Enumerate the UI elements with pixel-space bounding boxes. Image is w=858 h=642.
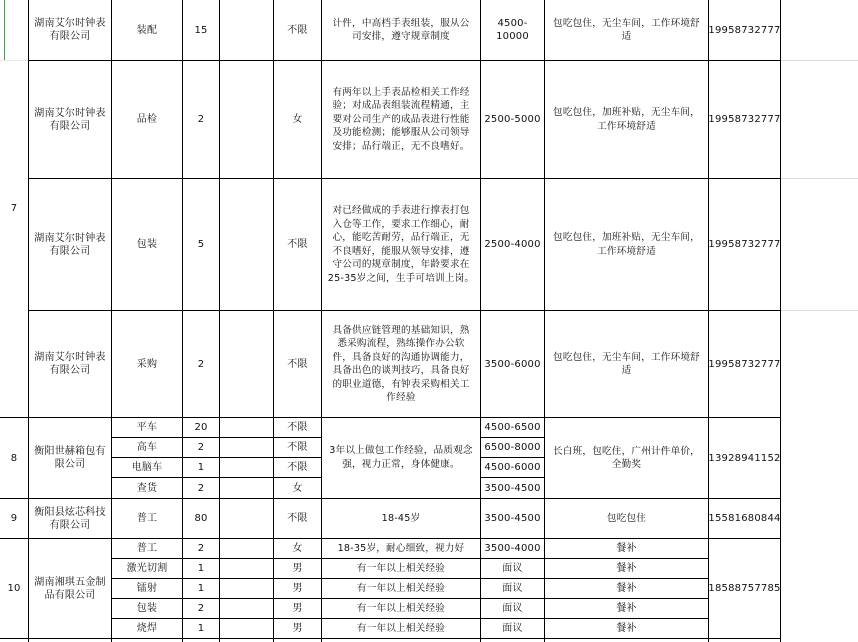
job-cell: 装配 xyxy=(136,24,158,36)
gender-cell: 女 xyxy=(292,543,303,554)
phone-cell: 19958732777 xyxy=(708,358,781,370)
gender-cell: 不限 xyxy=(287,24,308,36)
salary-cell: 面议 xyxy=(502,563,523,574)
gender-cell: 不限 xyxy=(287,239,308,250)
job-cell: 采购 xyxy=(136,358,158,370)
count-cell: 2 xyxy=(197,603,205,614)
salary-cell: 2500-4000 xyxy=(484,239,541,250)
gender-cell: 男 xyxy=(292,603,303,614)
row-index-cell: 7 xyxy=(10,203,18,214)
gender-cell: 男 xyxy=(292,583,303,594)
gender-cell: 不限 xyxy=(287,513,308,524)
benefit-cell: 包吃包住，无尘车间，工作环境舒 适 xyxy=(553,17,700,42)
count-cell: 1 xyxy=(197,462,205,473)
count-cell: 1 xyxy=(197,583,205,594)
job-cell: 包装 xyxy=(136,603,158,614)
count-cell: 2 xyxy=(197,114,205,125)
count-cell: 15 xyxy=(194,24,208,36)
phone-cell: 19958732777 xyxy=(708,114,781,125)
job-cell: 激光切割 xyxy=(126,563,168,574)
job-cell: 普工 xyxy=(136,543,158,554)
phone-cell: 19958732777 xyxy=(708,24,781,36)
phone-cell: 13928941152 xyxy=(708,452,781,464)
job-cell: 品检 xyxy=(136,114,158,125)
benefit-cell: 餐补 xyxy=(616,623,637,634)
job-cell: 普工 xyxy=(136,513,158,524)
requirement-cell: 有一年以上相关经验 xyxy=(356,602,446,614)
job-cell: 平车 xyxy=(136,422,158,433)
salary-cell: 3500-4500 xyxy=(484,482,541,494)
job-cell: 高车 xyxy=(136,442,158,453)
salary-cell: 4500-6500 xyxy=(484,422,541,433)
benefit-cell: 长白班，包吃住，广州计件单价， 全勤奖 xyxy=(553,445,700,470)
company-cell: 湖南艾尔时钟表 有限公司 xyxy=(34,232,106,257)
requirement-cell: 有两年以上手表品检相关工作经 验；对成品表组装流程精通，主 要对公司生产的成品表进行性能 及功能检测；能够服从公司领导 安排；品行端正，无不良嗜好。 xyxy=(332,86,470,152)
count-cell: 5 xyxy=(197,239,205,250)
requirement-cell: 18-45岁 xyxy=(381,512,421,524)
salary-cell: 3500-4500 xyxy=(484,513,541,524)
job-cell: 电脑车 xyxy=(131,462,163,473)
salary-cell: 4500-10000 xyxy=(496,18,529,42)
gender-cell: 不限 xyxy=(287,462,308,473)
gender-cell: 不限 xyxy=(287,422,308,433)
phone-cell: 18588757785 xyxy=(708,583,781,594)
gender-cell: 女 xyxy=(292,482,303,494)
gender-cell: 女 xyxy=(292,114,303,125)
gender-cell: 男 xyxy=(292,623,303,634)
gender-cell: 不限 xyxy=(287,358,308,370)
row-index-cell: 9 xyxy=(10,513,18,524)
requirement-cell: 具备供应链管理的基础知识，熟 悉采购流程，熟练操作办公软 件，具备良好的沟通协调能力， 具备出色的谈判技巧，具备良好 的职业道德，有钟表采购相关工 作经验 xyxy=(332,324,470,403)
count-cell: 1 xyxy=(197,623,205,634)
requirement-cell: 对已经做成的手表进行撑表打包 入仓等工作，要求工作细心，耐 心，能吃苦耐劳，品行端正，无 不良嗜好，能服从领导安排，遵 守公司的规章制度，年龄要求在 25-35岁之间，生手可培训上岗。 xyxy=(327,205,475,284)
count-cell: 2 xyxy=(197,358,205,370)
count-cell: 20 xyxy=(194,422,208,433)
job-cell: 包装 xyxy=(136,239,158,250)
company-cell: 湖南艾尔时钟表 有限公司 xyxy=(34,107,106,132)
salary-cell: 面议 xyxy=(502,623,523,634)
salary-cell: 4500-6000 xyxy=(484,462,541,473)
salary-cell: 2500-5000 xyxy=(484,114,541,125)
count-cell: 80 xyxy=(194,513,208,524)
requirement-cell: 有一年以上相关经验 xyxy=(356,582,446,594)
salary-cell: 面议 xyxy=(502,583,523,594)
count-cell: 2 xyxy=(197,543,205,554)
requirement-cell: 有一年以上相关经验 xyxy=(356,622,446,634)
salary-cell: 面议 xyxy=(502,603,523,614)
requirement-cell: 18-35岁，耐心细致，视力好 xyxy=(337,542,465,554)
benefit-cell: 餐补 xyxy=(616,543,637,554)
company-cell: 衡阳世赫箱包有 限公司 xyxy=(34,446,106,470)
company-cell: 湖南艾尔时钟表 有限公司 xyxy=(34,352,106,376)
salary-cell: 3500-6000 xyxy=(484,358,541,370)
phone-cell: 15581680844 xyxy=(708,513,781,524)
row-index-cell: 10 xyxy=(7,583,21,594)
gender-cell: 男 xyxy=(292,563,303,574)
company-cell: 湖南艾尔时钟表 有限公司 xyxy=(34,18,106,42)
count-cell: 2 xyxy=(197,442,205,453)
company-cell: 衡阳县炫芯科技 有限公司 xyxy=(34,506,106,531)
benefit-cell: 餐补 xyxy=(616,583,637,594)
benefit-cell: 餐补 xyxy=(616,603,637,614)
company-cell: 湖南湘琪五金制 品有限公司 xyxy=(34,576,106,601)
benefit-cell: 包吃包住 xyxy=(606,512,647,524)
requirement-cell: 3年以上做包工作经验，品质观念 强，视力正常，身体健康。 xyxy=(329,445,473,470)
benefit-cell: 包吃包住，无尘车间，工作环境舒 适 xyxy=(553,351,700,376)
count-cell: 2 xyxy=(197,482,205,494)
job-cell: 烧焊 xyxy=(136,623,158,634)
gender-cell: 不限 xyxy=(287,442,308,453)
benefit-cell: 餐补 xyxy=(616,563,637,574)
count-cell: 1 xyxy=(197,563,205,574)
row-index-cell: 8 xyxy=(10,452,18,464)
salary-cell: 6500-8000 xyxy=(484,442,541,453)
job-cell: 镭射 xyxy=(136,583,158,594)
phone-cell: 19958732777 xyxy=(708,239,781,250)
benefit-cell: 包吃包住，加班补贴，无尘车间， 工作环境舒适 xyxy=(553,107,700,132)
salary-cell: 3500-4000 xyxy=(484,543,541,554)
requirement-cell: 有一年以上相关经验 xyxy=(356,562,446,574)
requirement-cell: 计件，中高档手表组装，服从公 司安排，遵守规章制度 xyxy=(332,17,470,42)
job-cell: 查货 xyxy=(136,482,158,494)
benefit-cell: 包吃包住，加班补贴，无尘车间， 工作环境舒适 xyxy=(553,232,700,257)
